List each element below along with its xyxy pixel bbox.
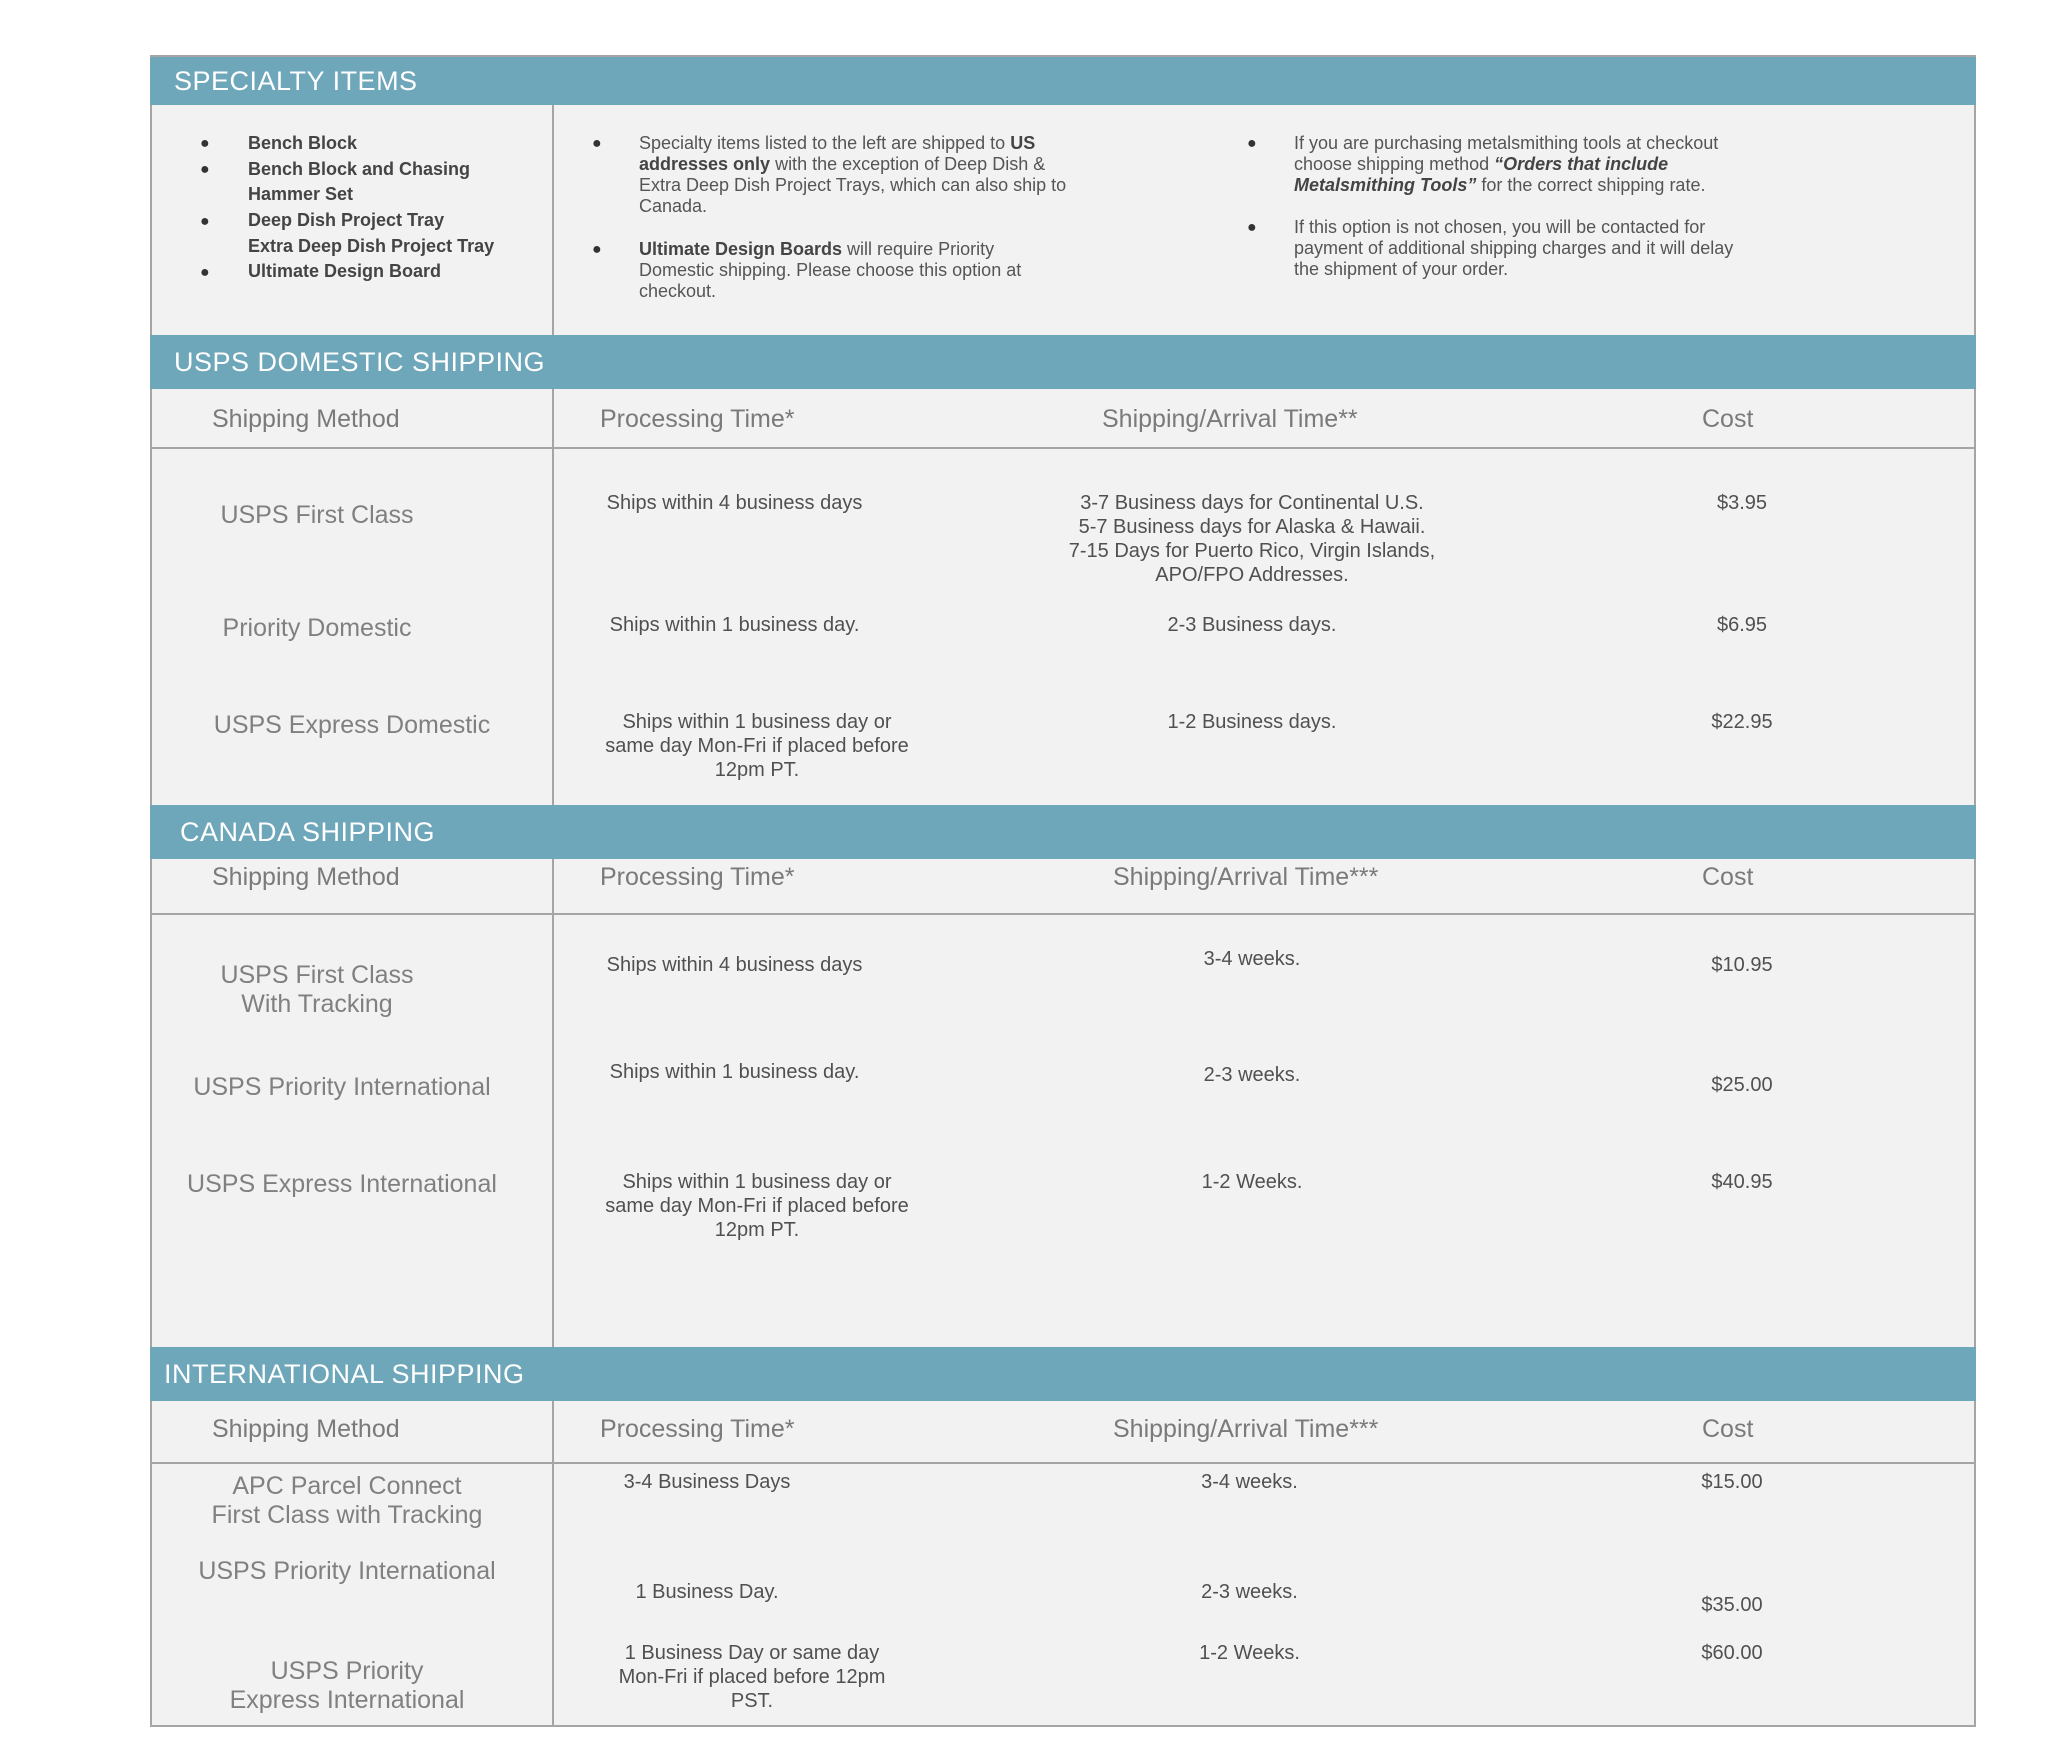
table-row-arrival: 3-7 Business days for Continental U.S. 5-7 Business days for Alaska & Hawaii. 7-15 Days for Puerto Rico, Virgin Islands, APO/FPO Addresses.	[1068, 492, 1436, 586]
specialty-note-contact: If this option is not chosen, you will be contacted for payment of additional shipping charges and it will delay the shipment of your order.	[1294, 217, 1734, 279]
header-arrival-time: Shipping/Arrival Time***	[1113, 863, 1379, 891]
table-row-cost: $22.95	[1711, 711, 1773, 733]
table-row-method: USPS Priority International	[193, 1073, 491, 1101]
section-title: SPECIALTY ITEMS	[174, 65, 418, 96]
table-row-cost: $25.00	[1711, 1074, 1773, 1096]
bullet-icon: ●	[592, 241, 602, 258]
list-item: Bench Block and Chasing	[248, 159, 471, 179]
shipping-table	[150, 55, 1976, 1727]
table-row-arrival: 1-2 Business days.	[1167, 711, 1337, 733]
list-item: Bench Block	[248, 133, 358, 153]
section-title: INTERNATIONAL SHIPPING	[164, 1358, 525, 1389]
section-title: USPS DOMESTIC SHIPPING	[174, 346, 546, 377]
table-row-processing: 1 Business Day or same day Mon-Fri if placed before 12pm PST.	[618, 1642, 886, 1712]
table-row-arrival: 2-3 weeks.	[1203, 1064, 1301, 1086]
column-divider	[552, 1401, 554, 1727]
table-row-arrival: 2-3 weeks.	[1201, 1581, 1298, 1603]
bullet-icon: ●	[1247, 219, 1257, 236]
table-row-processing: Ships within 1 business day.	[609, 614, 860, 636]
table-row-cost: $6.95	[1716, 614, 1768, 636]
section-header-specialty	[150, 57, 1976, 105]
table-row-method: USPS Priority Express International	[229, 1657, 465, 1714]
header-cost: Cost	[1702, 405, 1754, 433]
bullet-icon: ●	[200, 135, 210, 152]
specialty-note-design-boards: Ultimate Design Boards will require Priority Domestic shipping. Please choose this option at checkout.	[639, 239, 1022, 301]
table-row-processing: 1 Business Day.	[635, 1581, 779, 1603]
table-row-cost: $15.00	[1701, 1471, 1763, 1493]
header-cost: Cost	[1702, 863, 1754, 891]
list-item: Extra Deep Dish Project Tray	[248, 236, 495, 256]
header-cost: Cost	[1702, 1415, 1754, 1443]
table-row-processing: Ships within 1 business day or same day Mon-Fri if placed before 12pm PT.	[605, 1171, 909, 1241]
list-item: Deep Dish Project Tray	[248, 210, 445, 230]
header-processing-time: Processing Time*	[600, 1415, 795, 1443]
header-shipping-method: Shipping Method	[212, 863, 400, 891]
list-item: Ultimate Design Board	[248, 261, 442, 281]
bullet-icon: ●	[200, 213, 210, 230]
table-row-method: USPS Priority International	[198, 1557, 496, 1585]
section-header-canada	[150, 805, 1976, 859]
bullet-icon: ●	[200, 264, 210, 281]
table-row-processing: Ships within 1 business day or same day Mon-Fri if placed before 12pm PT.	[605, 711, 909, 781]
section-header-international	[150, 1347, 1976, 1401]
table-row-cost: $60.00	[1701, 1642, 1763, 1664]
bullet-icon: ●	[1247, 135, 1257, 152]
column-divider	[552, 859, 554, 1347]
section-header-domestic	[150, 335, 1976, 389]
header-processing-time: Processing Time*	[600, 863, 795, 891]
table-row-method: USPS First Class	[220, 501, 414, 529]
table-row-arrival: 1-2 Weeks.	[1201, 1171, 1303, 1193]
row-divider	[152, 1462, 1974, 1464]
table-row-method: USPS Express International	[187, 1170, 497, 1198]
list-item: Hammer Set	[248, 184, 354, 204]
bullet-icon: ●	[592, 135, 602, 152]
bullet-icon: ●	[200, 161, 210, 178]
table-row-processing: Ships within 4 business days	[606, 492, 863, 514]
specialty-note-shipping: Specialty items listed to the left are shipped to US addresses only with the exception of Deep Dish & Extra Deep Dish Project Trays, which can also ship to Canada.	[639, 133, 1067, 216]
section-title: CANADA SHIPPING	[180, 816, 436, 847]
table-row-arrival: 3-4 weeks.	[1203, 948, 1301, 970]
table-row-method: USPS Express Domestic	[213, 711, 491, 739]
table-row-cost: $40.95	[1711, 1171, 1773, 1193]
table-row-processing: Ships within 4 business days	[606, 954, 863, 976]
table-row-processing: Ships within 1 business day.	[609, 1061, 860, 1083]
table-row-cost: $10.95	[1711, 954, 1773, 976]
table-row-arrival: 3-4 weeks.	[1201, 1471, 1298, 1493]
table-row-cost: $3.95	[1716, 492, 1768, 514]
header-shipping-method: Shipping Method	[212, 405, 400, 433]
row-divider	[152, 913, 1974, 915]
table-row-arrival: 2-3 Business days.	[1167, 614, 1337, 636]
column-divider	[552, 389, 554, 805]
header-arrival-time: Shipping/Arrival Time***	[1113, 1415, 1379, 1443]
header-shipping-method: Shipping Method	[212, 1415, 400, 1443]
specialty-note-metalsmithing: If you are purchasing metalsmithing tools at checkout choose shipping method “Orders that include Metalsmithing Tools” for the correct shipping rate.	[1294, 133, 1719, 195]
table-row-processing: 3-4 Business Days	[623, 1471, 791, 1493]
table-row-method: Priority Domestic	[222, 614, 412, 642]
header-arrival-time: Shipping/Arrival Time**	[1102, 405, 1358, 433]
table-row-method: USPS First Class With Tracking	[220, 961, 414, 1018]
table-row-arrival: 1-2 Weeks.	[1199, 1642, 1300, 1664]
table-row-method: APC Parcel Connect First Class with Tracking	[211, 1472, 483, 1529]
header-processing-time: Processing Time*	[600, 405, 795, 433]
table-row-cost: $35.00	[1701, 1594, 1763, 1616]
row-divider	[152, 447, 1974, 449]
